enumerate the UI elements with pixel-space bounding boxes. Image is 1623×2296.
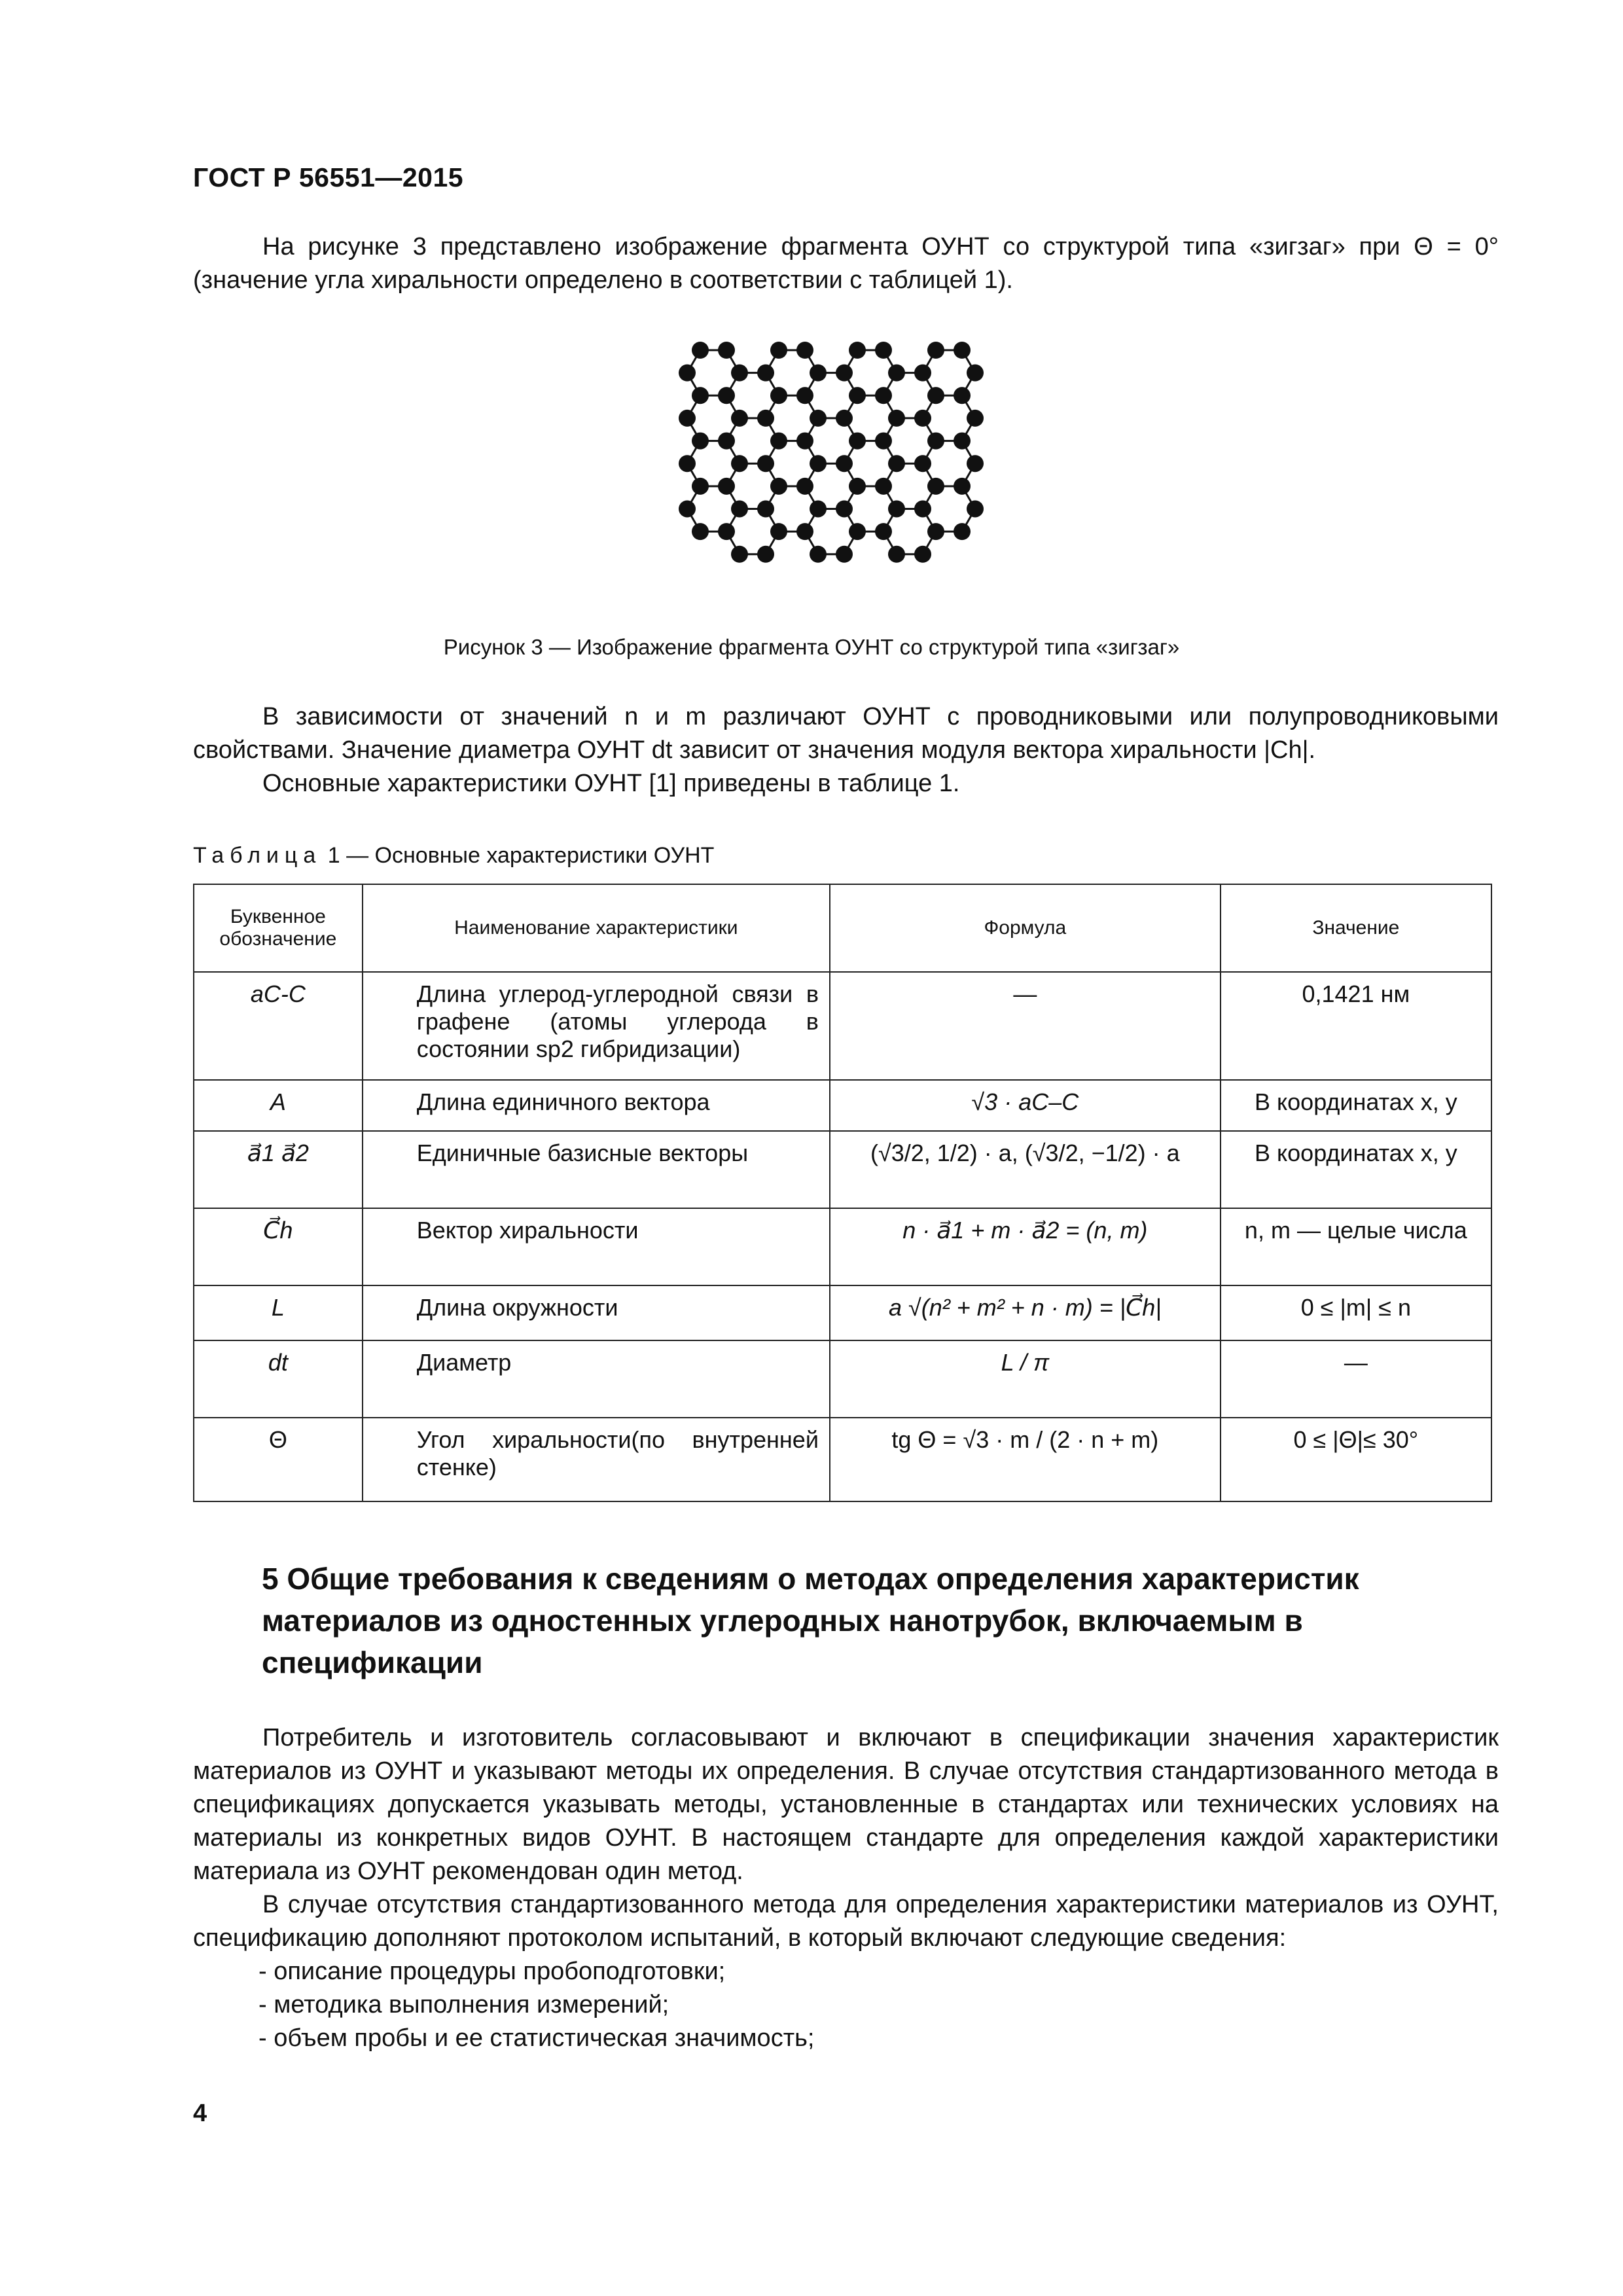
carbon-atom bbox=[967, 455, 984, 472]
standard-code: ГОСТ Р 56551—2015 bbox=[193, 162, 464, 192]
carbon-atom bbox=[836, 546, 853, 563]
carbon-atom bbox=[836, 500, 853, 517]
carbon-atom bbox=[810, 365, 827, 382]
carbon-atom bbox=[954, 387, 971, 404]
cell-value: n, m — целые числа bbox=[1221, 1208, 1491, 1285]
carbon-atom bbox=[692, 387, 709, 404]
carbon-atom bbox=[849, 433, 866, 450]
carbon-atom bbox=[770, 433, 787, 450]
carbon-atom bbox=[836, 410, 853, 427]
section-5-paragraph-1: Потребитель и изготовитель согласовывают и включают в спецификации значения характеристик материалов из ОУНТ и указывают методы их определения. В случае отсутствия стандартизованного метода в спецификациях допускается указывать методы, установленные в стандартах или технических условиях на материалы из конкретных видов ОУНТ. В настоящем стандарте для определения каждой характеристики материала из ОУНТ рекомендован один метод. bbox=[193, 1724, 1499, 1885]
carbon-atom bbox=[679, 365, 696, 382]
cell-symbol: A bbox=[194, 1080, 363, 1131]
table-row bbox=[194, 1131, 1491, 1208]
carbon-atom bbox=[731, 410, 748, 427]
carbon-atom bbox=[875, 478, 892, 495]
cell-formula: a √(n² + m² + n · m) = |C⃗h| bbox=[830, 1285, 1221, 1340]
carbon-atom bbox=[927, 523, 944, 540]
cell-symbol: Θ bbox=[194, 1418, 363, 1501]
carbon-atom bbox=[796, 523, 813, 540]
cell-name: Единичные базисные векторы bbox=[416, 1139, 749, 1166]
carbon-atom bbox=[954, 342, 971, 359]
table-row bbox=[194, 1080, 1491, 1131]
cell-symbol: a⃗1 a⃗2 bbox=[194, 1131, 363, 1208]
figure-caption: Рисунок 3 — Изображение фрагмента ОУНТ со структурой типа «зигзаг» bbox=[443, 635, 1180, 659]
table-row bbox=[194, 1285, 1491, 1340]
carbon-atom bbox=[718, 387, 735, 404]
table-row bbox=[194, 1418, 1491, 1501]
carbon-atom bbox=[718, 478, 735, 495]
cell-formula: — bbox=[830, 972, 1221, 1080]
carbon-atom bbox=[888, 500, 905, 517]
cell-value: 0 ≤ |m| ≤ n bbox=[1221, 1285, 1491, 1340]
carbon-atom bbox=[757, 365, 774, 382]
carbon-atom bbox=[849, 478, 866, 495]
carbon-atom bbox=[927, 478, 944, 495]
carbon-atom bbox=[692, 342, 709, 359]
carbon-atom bbox=[796, 478, 813, 495]
carbon-atom bbox=[849, 342, 866, 359]
list-item: - объем пробы и ее статистическая значимость; bbox=[259, 2024, 815, 2052]
carbon-atom bbox=[888, 365, 905, 382]
table-title-rest: 1 — Основные характеристики ОУНТ bbox=[321, 843, 715, 868]
carbon-atom bbox=[967, 410, 984, 427]
header-value: Значение bbox=[1221, 884, 1491, 972]
section-5-paragraph-2: В случае отсутствия стандартизованного метода для определения характеристики материалов из ОУНТ, спецификацию дополняют протоколом испытаний, в который включают следующие сведения: bbox=[193, 1891, 1499, 1952]
table-row bbox=[194, 972, 1491, 1080]
cell-symbol: C⃗h bbox=[194, 1208, 363, 1285]
cell-formula: n · a⃗1 + m · a⃗2 = (n, m) bbox=[830, 1208, 1221, 1285]
carbon-atom bbox=[718, 433, 735, 450]
carbon-atom bbox=[875, 342, 892, 359]
carbon-atom bbox=[692, 523, 709, 540]
cell-name: Диаметр bbox=[416, 1349, 512, 1376]
cell-symbol: aC-C bbox=[194, 972, 363, 1080]
carbon-atom bbox=[810, 410, 827, 427]
cell-value: — bbox=[1221, 1340, 1491, 1418]
carbon-atom bbox=[796, 387, 813, 404]
carbon-atom bbox=[914, 500, 931, 517]
header-formula: Формула bbox=[830, 884, 1221, 972]
carbon-atom bbox=[692, 433, 709, 450]
carbon-atom bbox=[679, 410, 696, 427]
cell-name: Длина единичного вектора bbox=[416, 1088, 710, 1115]
cell-name: Длина окружности bbox=[416, 1294, 618, 1321]
carbon-atom bbox=[849, 523, 866, 540]
table-header-row bbox=[194, 884, 1491, 972]
carbon-atom bbox=[914, 365, 931, 382]
carbon-atom bbox=[927, 433, 944, 450]
carbon-atom bbox=[731, 500, 748, 517]
carbon-atom bbox=[731, 365, 748, 382]
carbon-atom bbox=[810, 455, 827, 472]
carbon-atom bbox=[875, 433, 892, 450]
header-name: Наименование характеристики bbox=[363, 884, 830, 972]
cell-formula: L / π bbox=[830, 1340, 1221, 1418]
carbon-atom bbox=[914, 410, 931, 427]
table-reference-paragraph: Основные характеристики ОУНТ [1] приведены в таблице 1. bbox=[262, 770, 960, 797]
carbon-atom bbox=[888, 546, 905, 563]
table-row bbox=[194, 1208, 1491, 1285]
cell-value: В координатах x, y bbox=[1221, 1131, 1491, 1208]
zigzag-nanotube-figure bbox=[654, 327, 1060, 589]
cell-symbol: L bbox=[194, 1285, 363, 1340]
carbon-atom bbox=[810, 500, 827, 517]
carbon-atom bbox=[757, 410, 774, 427]
carbon-atom bbox=[757, 546, 774, 563]
carbon-atom bbox=[967, 365, 984, 382]
cell-formula: (√3/2, 1/2) · a, (√3/2, −1/2) · a bbox=[830, 1131, 1221, 1208]
list-item: - описание процедуры пробоподготовки; bbox=[259, 1958, 726, 1985]
carbon-atom bbox=[757, 455, 774, 472]
carbon-atom bbox=[914, 546, 931, 563]
cell-name: Вектор хиральности bbox=[416, 1217, 639, 1244]
carbon-atom bbox=[770, 478, 787, 495]
carbon-atom bbox=[731, 455, 748, 472]
carbon-atom bbox=[718, 342, 735, 359]
header-symbol: Буквенное обозначение bbox=[194, 884, 363, 972]
characteristics-table bbox=[193, 884, 1492, 1502]
cell-formula: √3 · aC–C bbox=[830, 1080, 1221, 1131]
cell-formula: tg Θ = √3 · m / (2 · n + m) bbox=[830, 1418, 1221, 1501]
cell-value: В координатах x, y bbox=[1221, 1080, 1491, 1131]
carbon-atom bbox=[679, 455, 696, 472]
carbon-atom bbox=[875, 523, 892, 540]
requirements-list bbox=[259, 1955, 814, 2055]
cell-value: 0,1421 нм bbox=[1221, 972, 1491, 1080]
carbon-atom bbox=[836, 455, 853, 472]
intro-paragraph: На рисунке 3 представлено изображение фрагмента ОУНТ со структурой типа «зигзаг» при Θ = 0° (значение угла хиральности определено в соответствии с таблицей 1). bbox=[193, 233, 1499, 294]
carbon-atom bbox=[954, 523, 971, 540]
carbon-atom bbox=[836, 365, 853, 382]
carbon-atom bbox=[718, 523, 735, 540]
carbon-atom bbox=[770, 523, 787, 540]
carbon-atom bbox=[810, 546, 827, 563]
carbon-atom bbox=[927, 387, 944, 404]
carbon-atom bbox=[796, 342, 813, 359]
list-item: - методика выполнения измерений; bbox=[259, 1991, 669, 2018]
cell-name: Длина углерод-углеродной связи в графене (атомы углерода в состоянии sp2 гибридизации) bbox=[416, 980, 819, 1062]
conductivity-paragraph: В зависимости от значений n и m различают ОУНТ с проводниковыми или полупроводниковыми свойствами. Значение диаметра ОУНТ dt зависит от значения модуля вектора хиральности |Ch|. bbox=[193, 703, 1499, 764]
carbon-atom bbox=[770, 387, 787, 404]
carbon-atom bbox=[796, 433, 813, 450]
carbon-atom bbox=[967, 500, 984, 517]
cell-symbol: dt bbox=[194, 1340, 363, 1418]
carbon-atom bbox=[731, 546, 748, 563]
table-title bbox=[193, 843, 714, 869]
carbon-atom bbox=[679, 500, 696, 517]
carbon-atom bbox=[927, 342, 944, 359]
page-number: 4 bbox=[193, 2100, 207, 2127]
carbon-atom bbox=[692, 478, 709, 495]
carbon-atom bbox=[888, 455, 905, 472]
carbon-atom bbox=[770, 342, 787, 359]
carbon-atom bbox=[954, 433, 971, 450]
carbon-atom bbox=[888, 410, 905, 427]
carbon-atom bbox=[757, 500, 774, 517]
carbon-atom bbox=[954, 478, 971, 495]
table-row bbox=[194, 1340, 1491, 1418]
section-5-title: 5 Общие требования к сведениям о методах определения характеристик материалов из одностенных углеродных нанотрубок, включаемым в спецификации bbox=[262, 1562, 1359, 1679]
table-title-prefix: Таблица bbox=[193, 843, 322, 868]
cell-name: Угол хиральности(по внутренней стенке) bbox=[416, 1426, 819, 1480]
cell-value: 0 ≤ |Θ|≤ 30° bbox=[1221, 1418, 1491, 1501]
carbon-atom bbox=[875, 387, 892, 404]
carbon-atom bbox=[849, 387, 866, 404]
carbon-atom bbox=[914, 455, 931, 472]
